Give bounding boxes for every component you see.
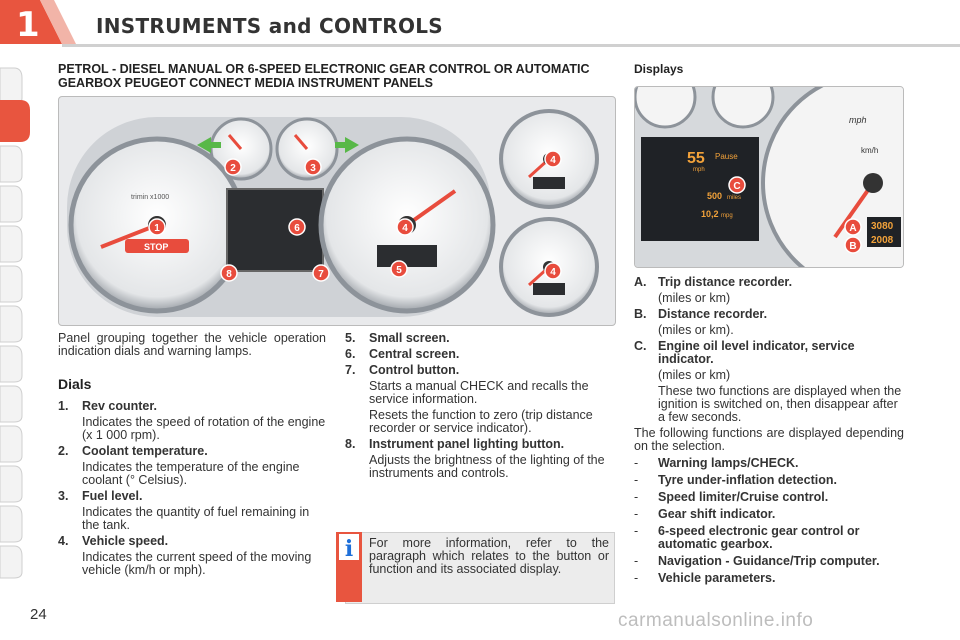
- item-description: Resets the function to zero (trip distance recorder or service indicator).: [369, 408, 593, 435]
- function-item: - Gear shift indicator.: [634, 507, 776, 521]
- odometer-trip: 3080: [871, 221, 894, 232]
- header-divider: [62, 44, 960, 47]
- callout-4: 4: [402, 223, 408, 234]
- function-item: - Tyre under-inflation detection.: [634, 473, 837, 487]
- callout-a: A: [849, 223, 857, 234]
- controls-list: [345, 332, 615, 483]
- item-number: 7.: [345, 363, 356, 377]
- list-item: [58, 490, 328, 532]
- item-number: 6.: [345, 347, 356, 361]
- item-title: Control button.: [369, 363, 460, 377]
- function-item: - Speed limiter/Cruise control.: [634, 490, 829, 504]
- list-item: [634, 308, 904, 337]
- page-title: INSTRUMENTS and CONTROLS: [96, 14, 444, 38]
- svg-text:i: i: [344, 536, 354, 562]
- list-item: [345, 364, 615, 435]
- item-title: Trip distance recorder.: [658, 275, 793, 289]
- dials-list: [58, 400, 328, 580]
- item-description: Indicates the current speed of the moving vehicle (km/h or mph).: [82, 550, 312, 577]
- list-item: [58, 445, 328, 487]
- displays-list: [634, 276, 904, 589]
- display-consumption-unit: mpg: [721, 213, 733, 219]
- item-number: 3.: [58, 489, 69, 503]
- speed-scale-unit-1: mph: [849, 115, 867, 125]
- list-item: [634, 340, 904, 424]
- display-speed-unit: mph: [693, 167, 705, 173]
- function-item: - Warning lamps/CHECK.: [634, 456, 799, 470]
- section-heading: PETROL - DIESEL MANUAL OR 6-SPEED ELECTRONIC GEAR CONTROL OR AUTOMATIC GEARBOX PEUGEOT CONNECT MEDIA INSTRUMENT PANELS: [58, 62, 590, 90]
- item-description: Indicates the temperature of the engine coolant (° Celsius).: [82, 460, 300, 487]
- item-number: 4.: [58, 534, 69, 548]
- item-title: Coolant temperature.: [82, 444, 208, 458]
- item-title: Instrument panel lighting button.: [369, 437, 565, 451]
- list-item: [58, 400, 328, 442]
- list-item: [58, 535, 328, 577]
- callout-1: 1: [154, 223, 160, 234]
- function-item: - Navigation - Guidance/Trip computer.: [634, 554, 880, 568]
- item-number: 8.: [345, 437, 356, 451]
- page-number: 24: [30, 606, 47, 623]
- callout-6: 6: [294, 223, 300, 234]
- instrument-panel-drawing: [59, 97, 615, 325]
- info-text: For more information, refer to the paragraph which relates to the button or function and its associated display.: [369, 536, 609, 576]
- speed-scale-unit-2: km/h: [861, 146, 879, 155]
- callout-3: 3: [310, 163, 316, 174]
- item-description: Indicates the quantity of fuel remaining in the tank.: [82, 505, 310, 532]
- displays-heading: Displays: [634, 62, 684, 76]
- callout-4b: 4: [550, 155, 556, 166]
- item-number: B.: [634, 307, 647, 321]
- odometer-total: 2008: [871, 235, 894, 246]
- item-title: Fuel level.: [82, 489, 143, 503]
- list-item: [345, 348, 615, 361]
- tacho-label: trimin x1000: [131, 194, 170, 201]
- list-item: [345, 332, 615, 345]
- chapter-tab: [0, 0, 80, 64]
- display-consumption-value: 10,2: [701, 209, 719, 219]
- item-description: Starts a manual CHECK and recalls the service information.: [369, 379, 589, 406]
- list-item: [345, 438, 615, 480]
- item-description: Adjusts the brightness of the lighting of the instruments and controls.: [369, 453, 605, 480]
- item-title: Rev counter.: [82, 399, 158, 413]
- stop-lamp-label: STOP: [144, 242, 169, 252]
- item-number: 2.: [58, 444, 69, 458]
- item-description: (miles or km): [658, 368, 731, 382]
- item-title: Engine oil level indicator, service indicator.: [658, 339, 855, 366]
- callout-2: 2: [230, 163, 236, 174]
- display-screen-illustration: [634, 86, 904, 268]
- watermark: carmanualsonline.info: [618, 610, 814, 631]
- callout-5: 5: [396, 265, 402, 276]
- list-item: [634, 276, 904, 305]
- item-description: These two functions are displayed when the ignition is switched on, then disappear after a few seconds.: [658, 384, 902, 424]
- instrument-panel-illustration: [58, 96, 616, 326]
- active-side-tab: [0, 100, 30, 142]
- function-item: - 6-speed electronic gear control or automatic gearbox.: [634, 524, 860, 551]
- intro-paragraph: Panel grouping together the vehicle operation indication dials and warning lamps.: [58, 331, 326, 358]
- item-description: (miles or km): [658, 291, 731, 305]
- callout-8: 8: [226, 269, 232, 280]
- callout-7: 7: [318, 269, 324, 280]
- function-item: - Vehicle parameters.: [634, 571, 776, 585]
- item-number: A.: [634, 275, 647, 289]
- item-number: 1.: [58, 399, 69, 413]
- callout-4c: 4: [550, 267, 556, 278]
- item-title: Central screen.: [369, 347, 460, 361]
- display-distance-value: 500: [707, 191, 723, 201]
- dials-heading: Dials: [58, 376, 92, 392]
- display-speed-value: 55: [687, 150, 705, 167]
- info-icon: [336, 532, 362, 602]
- chapter-number: 1: [16, 5, 40, 45]
- item-number: C.: [634, 339, 647, 353]
- item-title: Small screen.: [369, 331, 450, 345]
- display-screen-drawing: [635, 87, 903, 267]
- item-title: Distance recorder.: [658, 307, 768, 321]
- functions-intro: The following functions are displayed depending on the selection.: [634, 426, 904, 453]
- item-number: 5.: [345, 331, 356, 345]
- callout-c: C: [733, 181, 741, 192]
- display-distance-unit: miles: [727, 195, 742, 201]
- chapter-side-tabs[interactable]: [0, 64, 32, 584]
- display-speed-status: Pause: [715, 152, 738, 161]
- item-title: Vehicle speed.: [82, 534, 169, 548]
- item-description: (miles or km).: [658, 323, 734, 337]
- item-description: Indicates the speed of rotation of the engine (x 1 000 rpm).: [82, 415, 326, 442]
- callout-b: B: [849, 241, 857, 252]
